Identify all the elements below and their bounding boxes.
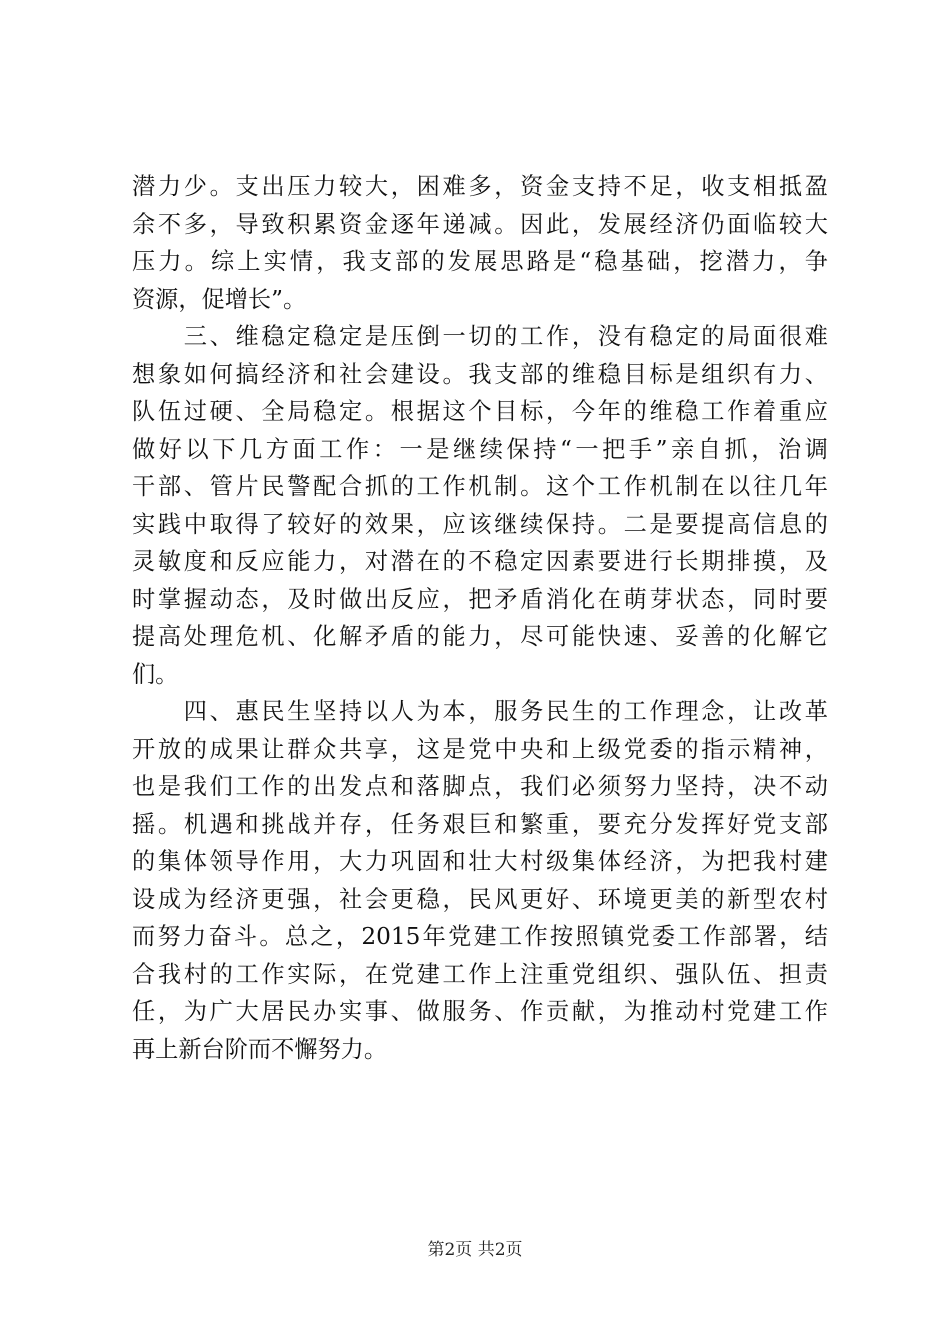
text-line: 干部、管片民警配合抓的工作机制。这个工作机制在以往几年 [132,473,828,500]
text-line: 提高处理危机、化解矛盾的能力，尽可能快速、妥善的化解它 [132,623,828,650]
text-line: 摇。机遇和挑战并存，任务艰巨和繁重，要充分发挥好党支部 [132,810,828,838]
paragraph-heading-line: 三、维稳定稳定是压倒一切的工作，没有稳定的局面很难 [132,323,828,350]
text-line: 做好以下几方面工作：一是继续保持“一把手”亲自抓，治调 [132,435,828,463]
text-line: 潜力少。支出压力较大，困难多，资金支持不足，收支相抵盈 [132,173,828,200]
text-line: 设成为经济更强，社会更稳，民风更好、环境更美的新型农村 [132,885,828,913]
text-line: 余不多，导致积累资金逐年递减。因此，发展经济仍面临较大 [132,210,828,238]
text-line: 也是我们工作的出发点和落脚点，我们必须努力坚持，决不动 [132,773,828,800]
text-line: 任，为广大居民办实事、做服务、作贡献，为推动村党建工作 [132,998,828,1025]
text-line: 灵敏度和反应能力，对潜在的不稳定因素要进行长期排摸，及 [132,548,828,575]
text-line: 时掌握动态，及时做出反应，把矛盾消化在萌芽状态，同时要 [132,585,828,613]
text-line: 压力。综上实情，我支部的发展思路是“稳基础，挖潜力，争 [132,248,828,275]
document-body [132,168,828,1068]
text-line: 而努力奋斗。总之，2015年党建工作按照镇党委工作部署，结 [132,923,828,950]
text-line: 实践中取得了较好的效果，应该继续保持。二是要提高信息的 [132,510,828,538]
text-line: 合我村的工作实际，在党建工作上注重党组织、强队伍、担责 [132,960,828,988]
text-line: 的集体领导作用，大力巩固和壮大村级集体经济，为把我村建 [132,848,828,875]
text-line: 开放的成果让群众共享，这是党中央和上级党委的指示精神， [132,735,828,763]
text-line: 再上新台阶而不懈努力。 [132,1035,388,1063]
page-number-footer: 第2页 共2页 [427,1240,523,1260]
text-line: 资源，促增长”。 [132,285,307,313]
text-line: 们。 [132,660,179,688]
text-line: 想象如何搞经济和社会建设。我支部的维稳目标是组织有力、 [132,360,828,388]
paragraph-heading-line: 四、惠民生坚持以人为本，服务民生的工作理念，让改革 [132,698,828,725]
text-line: 队伍过硬、全局稳定。根据这个目标，今年的维稳工作着重应 [132,398,828,425]
